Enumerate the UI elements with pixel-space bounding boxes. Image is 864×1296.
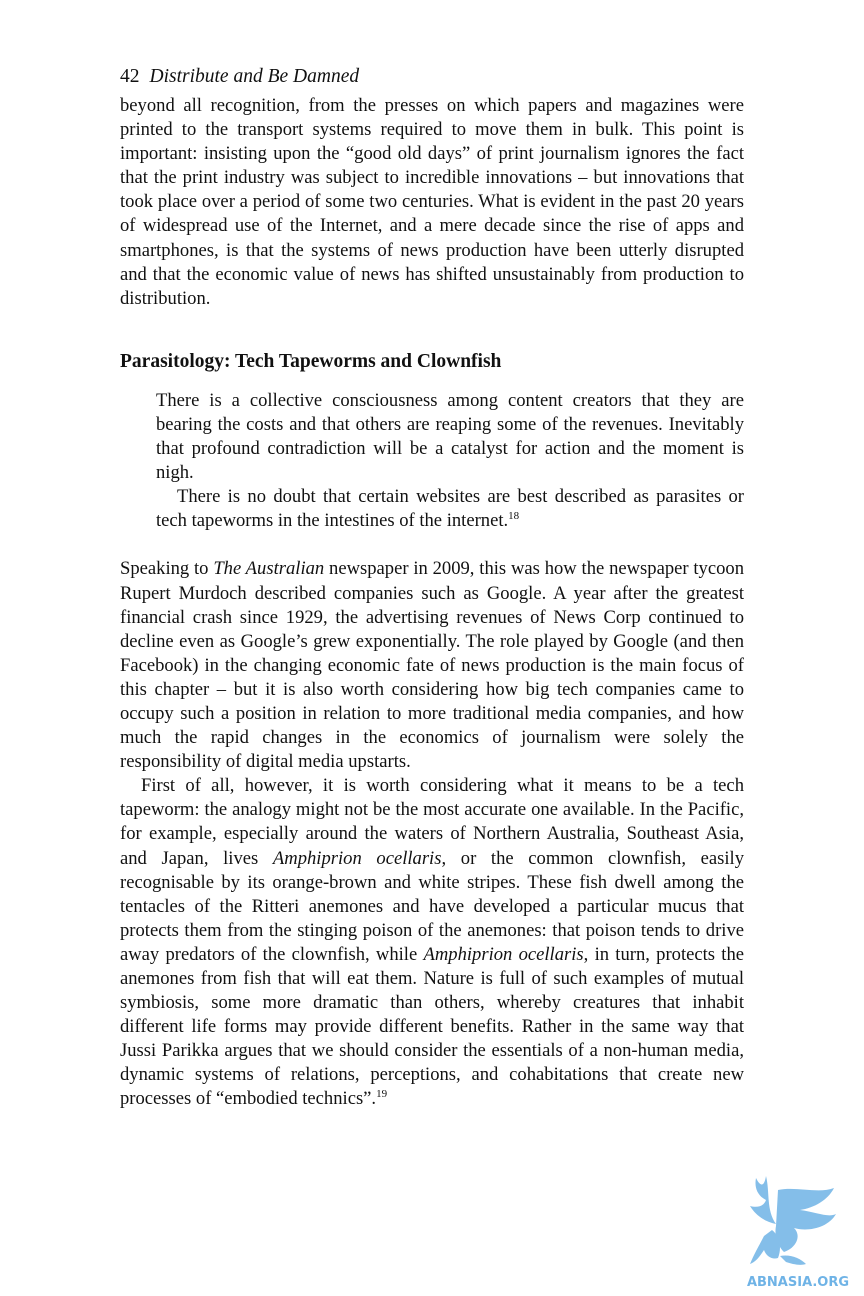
quote-paragraph-1: There is a collective consciousness among content creators that they are bearing the costs and that others are reaping some of the revenues. Inevitably that profound contradiction will be a catalyst for action and the moment is nigh. bbox=[156, 389, 744, 484]
paragraph-3-c: , in turn, protects the anemones from fish that will eat them. Nature is full of such examples of mutual symbiosis, some more dramatic than others, whereby creatures that inhabit different life forms may provide different benefits. Rather in the same way that Jussi Parikka argues that we should consider the essentials of a non-human media, dynamic systems of relations, perceptions, and cohabitations that create new processes of “embodied technics”. bbox=[120, 943, 744, 1110]
page-number: 42 bbox=[120, 66, 140, 87]
footnote-ref-18: 18 bbox=[508, 510, 520, 523]
watermark-logo bbox=[736, 1166, 860, 1290]
paragraph-3-b: , or the common clownfish, easily recognisable by its orange-brown and white stripes. These fish dwell among the tentacles of the Ritteri anemones and have developed a particular mucus that protects them from the stinging poison of the anemones: that poison tends to drive away predators of the clownfish, while bbox=[120, 847, 744, 965]
publication-title: The Australian bbox=[213, 558, 325, 580]
bird-icon bbox=[736, 1166, 860, 1290]
book-page bbox=[120, 62, 744, 1112]
section-heading: Parasitology: Tech Tapeworms and Clownfish bbox=[120, 350, 502, 372]
watermark-text: ABNASIA.ORG bbox=[746, 1275, 850, 1290]
paragraph-1: beyond all recognition, from the presses on which papers and magazines were printed to the transport systems required to move them in bulk. This point is important: insisting upon the “good old days” of print journalism ignores the fact that the print industry was subject to incredible innovations – but innovations that took place over a period of some two centuries. What is evident in the past 20 years of widespread use of the Internet, and a mere decade since the rise of apps and smartphones, is that the systems of news production have been utterly disrupted and that the economic value of news has shifted unsustainably from production to distribution. bbox=[120, 95, 744, 309]
running-header bbox=[120, 62, 744, 92]
quote-paragraph-2-text: There is no doubt that certain websites are best described as parasites or tech tapeworms in the intestines of the internet. bbox=[156, 486, 744, 532]
paragraph-2-pre: Speaking to bbox=[120, 558, 214, 580]
species-name-2: Amphiprion ocellaris bbox=[423, 943, 584, 965]
running-title: Distribute and Be Damned bbox=[149, 66, 360, 87]
species-name-1: Amphiprion ocellaris bbox=[272, 847, 442, 869]
paragraph-3-a: First of all, however, it is worth considering what it means to be a tech tapeworm: the analogy might not be the most accurate one available. In the Pacific, for example, especially around the waters of Northern Australia, Southeast Asia, and Japan, lives bbox=[120, 775, 744, 869]
paragraph-2 bbox=[120, 557, 744, 774]
paragraph-3 bbox=[120, 774, 744, 1111]
footnote-ref-19: 19 bbox=[376, 1088, 388, 1101]
quote-paragraph-2 bbox=[156, 485, 744, 533]
block-quote bbox=[156, 389, 744, 534]
paragraph-2-post: newspaper in 2009, this was how the newspaper tycoon Rupert Murdoch described companies such as Google. A year after the greatest financial crash since 1929, the advertising revenues of News Corp continued to decline even as Google’s grew exponentially. The role played by Google (and then Facebook) in the changing economic fate of news production is the main focus of this chapter – but it is also worth considering how big tech companies came to occupy such a position in relation to more traditional media companies, and how much the rapid changes in the economics of journalism were solely the responsibility of digital media upstarts. bbox=[120, 558, 744, 773]
